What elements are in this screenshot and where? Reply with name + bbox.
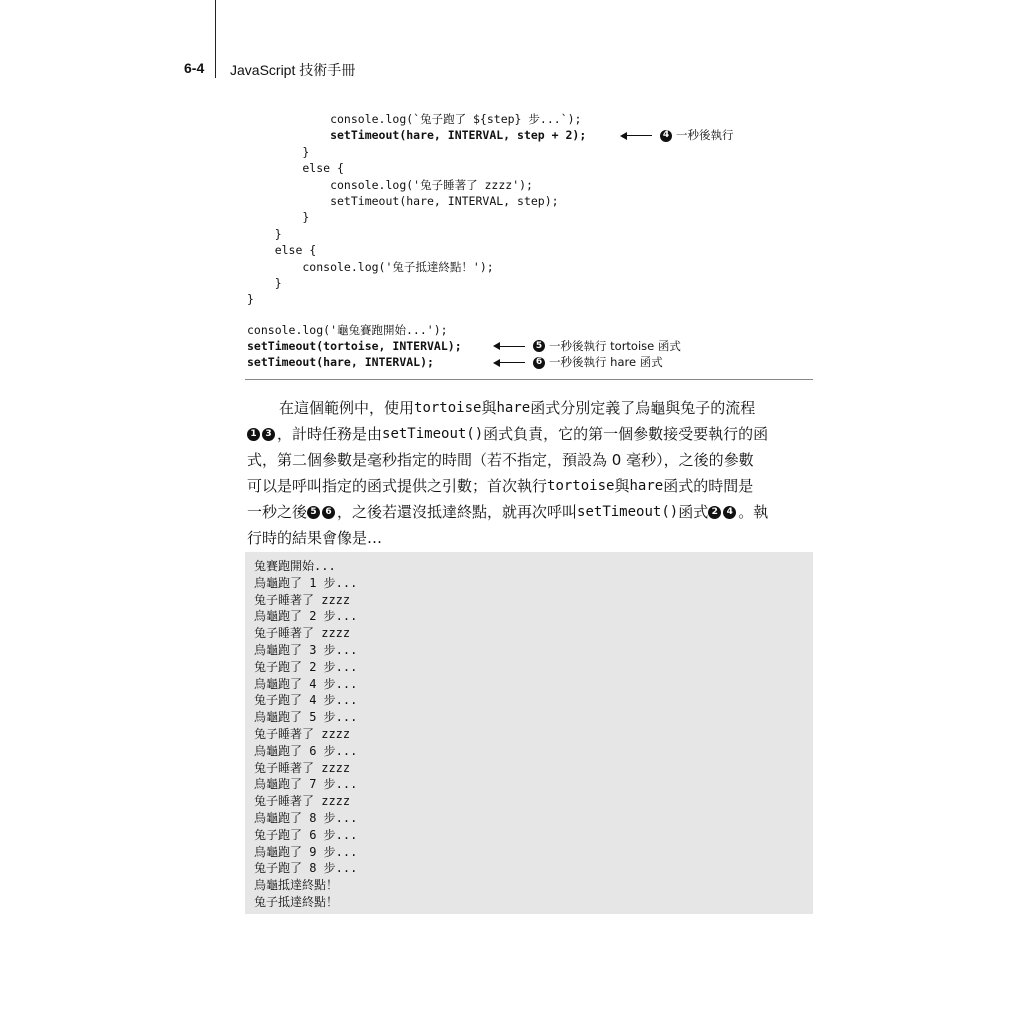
code-text: console.log('兔子睡著了 zzzz'); (247, 177, 533, 192)
code-text: } (247, 226, 282, 241)
output-line: 烏龜跑了 9 步... (254, 844, 358, 859)
console-output-block (245, 552, 813, 914)
callout-2-icon: 2 (708, 506, 721, 519)
code-listing (247, 111, 847, 371)
code-text: } (247, 275, 282, 290)
code-text: setTimeout(hare, INTERVAL, step + 2); (247, 128, 587, 143)
code-text: console.log('龜兔賽跑開始...'); (247, 322, 448, 337)
callout-5-icon: 5 (307, 506, 320, 519)
arrow-left-icon (495, 346, 525, 347)
annotation-text: 一秒後執行 (676, 128, 734, 143)
callout-number-icon: 5 (533, 340, 545, 352)
output-line: 烏龜跑了 7 步... (254, 777, 358, 792)
code-text: } (247, 210, 310, 225)
code-line (247, 291, 847, 307)
callout-4-icon: 4 (723, 506, 736, 519)
para-line: 在這個範例中，使用 tortoise 與 hare 函式分別定義了烏龜與兔子的流程 (279, 399, 756, 417)
output-line: 兔子跑了 8 步... (254, 861, 358, 876)
output-line: 烏龜跑了 6 步... (254, 743, 358, 758)
output-line: 兔子睡著了 zzzz (254, 727, 351, 741)
callout-1-icon: 1 (247, 428, 260, 441)
output-line: 烏龜跑了 3 步... (254, 643, 358, 657)
callout-number-icon: 4 (660, 130, 672, 142)
output-line: 烏龜跑了 5 步... (254, 710, 358, 725)
output-line: 烏龜抵達終點！ (254, 878, 339, 893)
code-line (247, 111, 847, 127)
code-line (247, 226, 847, 242)
code-text: setTimeout(hare, INTERVAL, step); (247, 193, 559, 208)
code-line (247, 209, 847, 225)
code-line (247, 354, 847, 370)
para-line: 可以是呼叫指定的函式提供之引數；首次執行 tortoise 與 hare 函式的時間是 (247, 477, 754, 495)
explanation-paragraph (247, 395, 813, 551)
output-line: 烏龜跑了 2 步... (254, 609, 358, 624)
output-line: 兔子睡著了 zzzz (254, 626, 351, 641)
code-text: setTimeout(hare, INTERVAL); (247, 355, 434, 370)
code-divider (245, 379, 813, 380)
output-line: 兔子睡著了 zzzz (254, 592, 351, 607)
code-line (247, 242, 847, 258)
code-text: else { (247, 161, 344, 176)
code-line (247, 160, 847, 176)
code-text: console.log(`兔子跑了 ${step} 步...`); (247, 112, 582, 126)
output-line: 兔子跑了 6 步... (254, 827, 358, 842)
code-text: setTimeout(tortoise, INTERVAL); (247, 339, 462, 354)
annotation-text: 一秒後執行 hare 函式 (549, 355, 663, 370)
output-line: 兔子跑了 4 步... (254, 693, 358, 708)
code-annotation (495, 338, 681, 354)
code-line (247, 144, 847, 160)
arrow-left-icon (495, 362, 525, 363)
code-line (247, 322, 847, 338)
output-line: 烏龜跑了 8 步... (254, 811, 358, 825)
page-header (0, 60, 1024, 84)
output-line: 兔子睡著了 zzzz (254, 794, 351, 809)
output-line: 兔子跑了 2 步... (254, 659, 358, 674)
page-number: 6-4 (184, 60, 205, 76)
code-line (247, 127, 847, 143)
output-line: 烏龜跑了 1 步... (254, 575, 358, 590)
code-line (247, 259, 847, 275)
para-line: 式，第二個參數是毫秒指定的時間（若不指定，預設為 0 毫秒），之後的參數 (247, 451, 754, 469)
code-line (247, 275, 847, 291)
output-line: 兔子睡著了 zzzz (254, 760, 351, 775)
output-line: 兔子抵達終點！ (254, 895, 339, 909)
output-line: 兔賽跑開始... (254, 559, 336, 573)
para-line: 1 3 ，計時任務是由 setTimeout() 函式負責，它的第一個參數接受要執行的函 (247, 421, 813, 447)
code-text: console.log('兔子抵達終點！'); (247, 259, 494, 274)
output-line: 烏龜跑了 4 步... (254, 676, 358, 691)
para-line: 行時的結果會像是… (247, 529, 383, 547)
code-text: else { (247, 243, 317, 258)
callout-6-icon: 6 (322, 506, 335, 519)
code-line (247, 338, 847, 354)
callout-3-icon: 3 (262, 428, 275, 441)
book-title: JavaScript 技術手冊 (230, 62, 356, 78)
code-text: } (247, 292, 254, 307)
code-line (247, 177, 847, 193)
annotation-text: 一秒後執行 tortoise 函式 (549, 339, 681, 354)
code-text: } (247, 144, 310, 159)
callout-number-icon: 6 (533, 357, 545, 369)
arrow-left-icon (622, 135, 652, 136)
code-line (247, 193, 847, 209)
code-annotation (622, 127, 734, 143)
code-annotation (495, 354, 663, 370)
para-line: 一秒之後 5 6 ，之後若還沒抵達終點，就再次呼叫 setTimeout() 函式 2 4 。執 (247, 503, 769, 521)
